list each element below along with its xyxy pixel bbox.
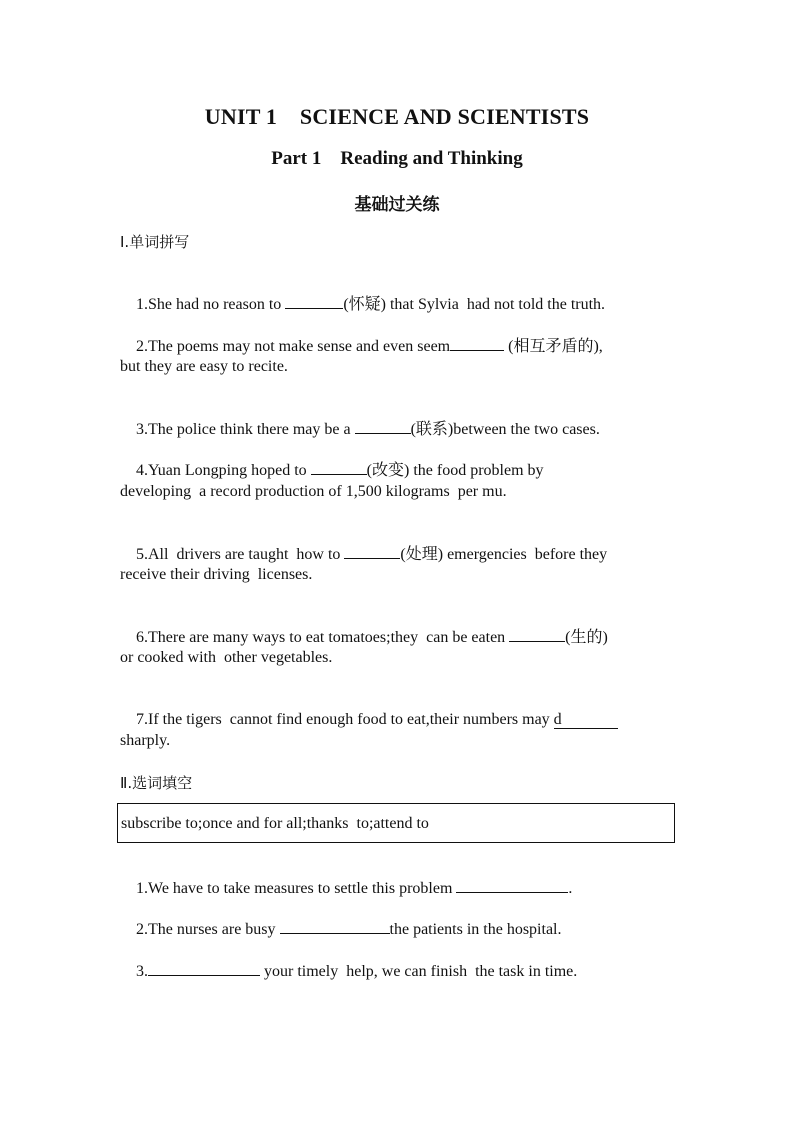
answer-blank[interactable] [456, 878, 568, 893]
answer-blank[interactable] [280, 919, 390, 934]
answer-blank[interactable] [509, 627, 565, 642]
question-1-2-continued: but they are easy to recite. [120, 358, 288, 375]
question-text: 4.Yuan Longping hoped to [136, 462, 311, 479]
question-text: your timely help, we can finish the task in time. [260, 963, 578, 980]
word-bank-text: subscribe to;once and for all;thanks to;attend to [121, 815, 429, 832]
question-text: the patients in the hospital. [389, 921, 562, 938]
question-text: (处理) emergencies before they [400, 546, 608, 563]
answer-blank[interactable] [148, 961, 260, 976]
question-text: 5.All drivers are taught how to [136, 546, 345, 563]
question-1-5-continued: receive their driving licenses. [120, 566, 313, 583]
answer-blank-with-hint[interactable] [554, 712, 618, 729]
question-text: 2.The nurses are busy [136, 921, 280, 938]
question-text: 3.The police think there may be a [136, 421, 355, 438]
first-letter-hint: d [553, 711, 562, 728]
word-bank-box [117, 803, 675, 843]
question-text: (生的) [565, 629, 608, 646]
unit-title: UNIT 1 SCIENCE AND SCIENTISTS [204, 104, 590, 129]
section-2-heading: Ⅱ.选词填空 [120, 774, 193, 792]
part-title: Part 1 Reading and Thinking [271, 148, 523, 169]
question-1-7-continued: sharply. [120, 732, 171, 749]
question-text: 3. [136, 963, 148, 980]
answer-blank[interactable] [285, 294, 343, 309]
question-text: 6.There are many ways to eat tomatoes;they can be eaten [136, 629, 510, 646]
question-text: 2.The poems may not make sense and even seem [136, 338, 451, 355]
question-text: (怀疑) that Sylvia had not told the truth. [343, 296, 606, 313]
question-text: 1.She had no reason to [136, 296, 286, 313]
question-text: 1.We have to take measures to settle this problem [136, 880, 457, 897]
question-1-6-continued: or cooked with other vegetables. [120, 649, 333, 666]
answer-blank[interactable] [311, 460, 367, 475]
answer-blank[interactable] [355, 419, 411, 434]
answer-blank[interactable] [344, 544, 400, 559]
question-2-3 [120, 941, 577, 1002]
question-text: 7.If the tigers cannot find enough food to eat,their numbers may [136, 711, 554, 728]
question-text: (联系)between the two cases. [410, 421, 600, 438]
question-text: (相互矛盾的), [504, 338, 603, 355]
question-1-7 [120, 690, 618, 750]
question-text: . [568, 880, 573, 897]
section-subtitle: 基础过关练 [354, 195, 440, 215]
answer-blank[interactable] [450, 336, 504, 351]
question-text: (改变) the food problem by [366, 462, 544, 479]
section-1-heading: Ⅰ.单词拼写 [120, 233, 190, 251]
question-1-4-continued: developing a record production of 1,500 kilograms per mu. [120, 483, 507, 500]
